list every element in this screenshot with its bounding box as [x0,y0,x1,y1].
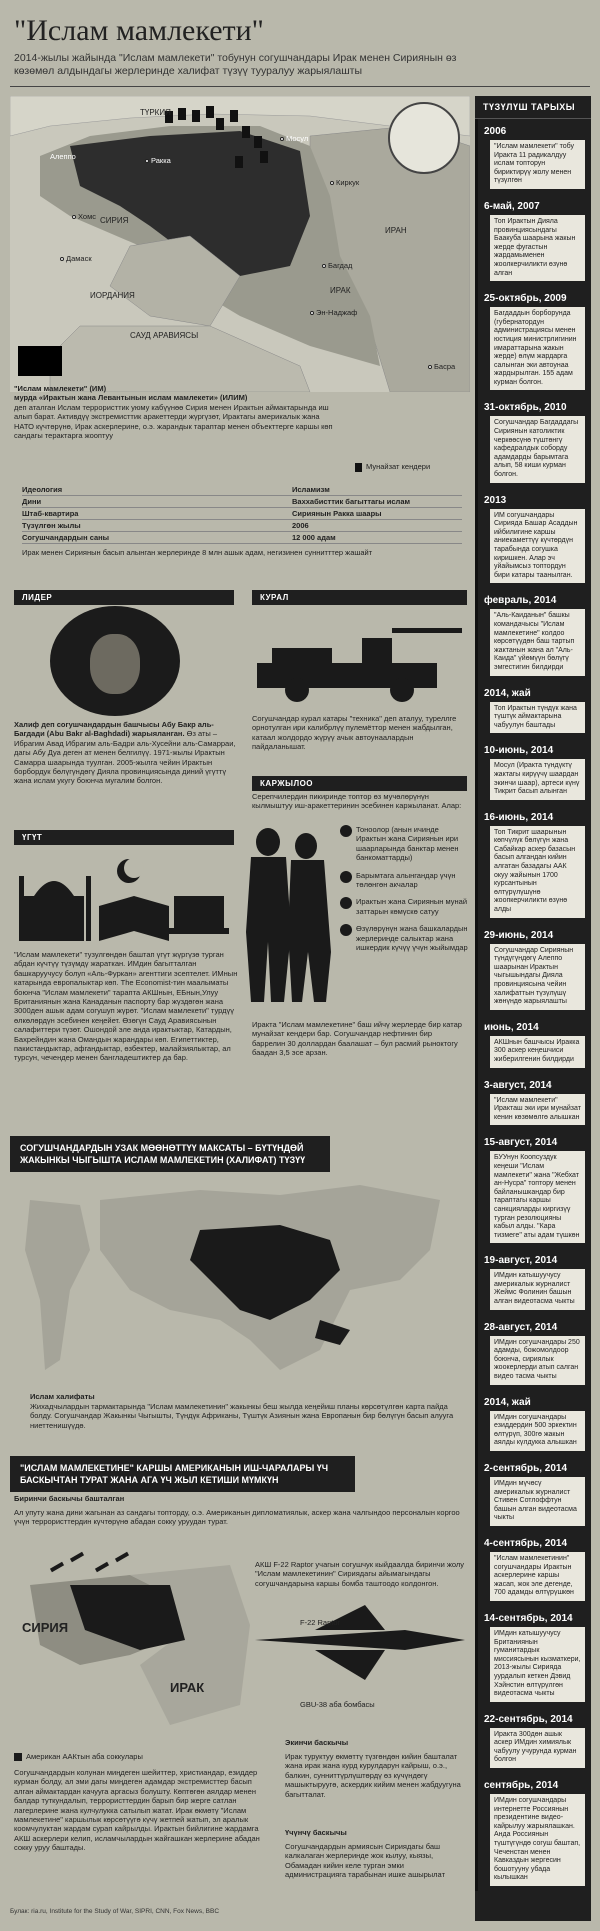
map-city-homs: Хомс [72,212,96,221]
propaganda-icons [14,846,234,946]
list-item: Тоноолор (анын ичинде Ирактын жана Сириянын ири шаарларында банктар менен банкоматтарды) [340,825,468,863]
timeline-item [475,1073,591,1131]
map-city-baghdad: Багдад [322,261,352,270]
timeline-date: 28-август, 2014 [484,1321,558,1333]
timeline-date: 4-сентябрь, 2014 [484,1537,568,1549]
ugut-label: ҮГҮТ [14,830,234,845]
timeline-text: ИМдин согушчандары 250 адамды, божомолдоор боюнча, сириялык жоокерлерди атып салган видео тасма чыкты [490,1336,585,1385]
stage2-text: Ирак туруктуу өкмөттү түзгөндөн кийин башталат жана ирак жана курд курулдарун кайрыш, о.э., балкин, сунниттүрлүштөрдү өз күчүндөгү машыктыруугө, аскердик кийим менен жабдуугуна багытталат. [285,1752,461,1799]
caliphate-caption-text: Жихадчылардын тармактарында "Ислам мамлекетинин" жакынкы беш жылда кеңейиш планы көрсөтүлгөн карта пайда болду. Согушчандар Жакынкы Чыгышты, Түндүк Африканы, Түштүк Азиянын жана Европанын бир бөлүгүн басып алууга ниеттенишүүдө. [30,1402,454,1430]
fact-row: Идеология Исламизм [22,484,462,496]
stage2-title: Экинчи баскычы [285,1738,349,1747]
timeline-item [475,738,591,804]
stage3-title: Үчүнчү баскычы [285,1828,347,1837]
tax-icon [340,924,352,936]
world-map [20,1170,460,1390]
timeline-item [475,194,591,286]
timeline-date: 2014, жай [484,1396,531,1408]
timeline-date: февраль, 2014 [484,595,557,607]
airstrike-icon [14,1753,22,1761]
map-city-aleppo: Алеппо [50,152,76,161]
map-country-jordan: ИОРДАНИЯ [90,291,135,300]
timeline-text: Согушчандар Багдаддагы Сириянын католиктик черкөөсүнө түштөнгү кафедралдык соборду адамдарды барымтага алып, 58 киши курман болгон. [490,416,585,482]
timeline-item [475,119,591,194]
f22-text: АКШ F-22 Raptor учагын согушчук кыйдаалда биринчи жолу "Ислам мамлекетинин" Сириядагы айымагындагы согушчандарына каршы бомба таштоодо колдонгон. [255,1560,465,1588]
timeline-date: июнь, 2014 [484,1021,539,1033]
timeline-item [475,1707,591,1773]
timeline-item [475,1456,591,1531]
timeline-text: БУУнун Коопсуздук кеңеши "Ислам мамлекети" жана "Жебхат ан-Нусра" топтору менен байланышкандар бир тараптагы каршы санкцияларды киргизүү турган резолюцияны кабыл алды. "Кара тизмеге" аты адам түшкөн [490,1151,585,1243]
fact-row: Согушчандардын саны 12 000 адам [22,532,462,544]
leader-portrait [50,606,180,716]
f22-label: F-22 Raptor [300,1618,341,1627]
timeline-date: 2013 [484,494,507,506]
timeline-text: Топ Ирактын Дияла провинциясындагы Баакуба шаарына жакын жерде фугастын жардамыменен жоолкерчиликти өзүнө алган [490,215,585,281]
list-item: Ирактын жана Сириянын мунай заттарын көмүскө сатуу [340,897,468,916]
timeline-item [475,681,591,739]
stage3-text: Согушчандардын армиясын Сириядагы баш калкалаган жерлеринде жок кылуу, кыязы, Обамадан кийин келе турган эмки администрацияга тарабынан ишке ашырылат [285,1842,445,1880]
timeline [475,96,591,1921]
stage1-text: Ал упуту жана дини жагынан аз сандагы топторду, о.э. Американын дипломатиялык, аскер жана чалгындоо персоналын коргоо үчүн террористтердин күчтөрүнө абадан сокку уруудан турат. [14,1508,460,1527]
map-country-iran: ИРАН [385,226,407,235]
map-city-najaf: Эн-Наджаф [310,308,357,317]
funding-intro: Серепчилердин пикиринде топтор өз мучөлөрүнүн кылмыштуу иш-аракеттеринин эсебинен каржыланат. Алар: [252,792,462,811]
map-city-damascus: Дамаск [60,254,92,263]
timeline-date: 14-сентябрь, 2014 [484,1612,573,1624]
ugut-text: "Ислам мамлекети" тузулгөндөн баштап үгүт жүргүзө турган абдан күчтүү түзүмдү жараткан. ИМдин багытталган башкаруучусу болуп «Аль-Фуркан» агенттиги эсептелет. ИМнын катарында европалыктар көп. The Economist-тин маалыматы боюнча "Ислам мамлекети" тарапта АКШнын, ЕБнын,Улуу Британиянын жана Канаданын паспорту бар жүздөгөн жана 3000ден ашык адам согушуп жүрөт. "Ислам мамлекети" турдүү өлкөлөрдүн эсебинен кеңейет. Өзөгүн Сауд Аравиясынын салафиттери түзөт. Ошондой эле анда ирактыктар, Катардын, Бахрейндин жана Омандын жарандары көп. Египеттиктер, пакистандыктар, афгандыктар, өзбектер, малайзиялыктар, ал турсун, чечендер менен бангладештиктер да бар. [14,950,238,1063]
map-city-raqqa: Ракка [145,156,171,165]
page-subtitle: 2014-жылы жайында "Ислам мамлекети" тобунун согушчандары Ирак менен Сириянын өз көзөмөл алдындагы жерлеринде халифат түзүү тууралуу жарыялашты [14,52,457,77]
timeline-date: 22-сентябрь, 2014 [484,1713,573,1725]
caliphate-caption-title: Ислам халифаты [30,1392,95,1401]
map-country-saudi: САУД АРАВИЯСЫ [130,331,199,340]
timeline-date: 2006 [484,126,507,137]
timeline-item [475,1606,591,1707]
legend-oil: Мунайзат кендери [355,462,430,472]
leader-label: ЛИДЕР [14,590,234,605]
timeline-head: ТҮЗҮЛҮШ ТАРЫХЫ [475,96,591,119]
timeline-text: ИМдин согушчандары езиддердин 500 эркектин өлтүрүп, 300гө жакын аялды күлдукка алышкан [490,1411,585,1451]
timeline-text: АКШнын башчысы Иракка 300 аскер кеңешчиси жиберилгенин билдирди [490,1036,585,1068]
fact-row: Штаб-квартира Сириянын Ракка шаары [22,508,462,520]
timeline-text: Топ Тикрит шаарынын көпчүлүк бөлүгүн жана Сабайкар аскер базасын басып алгандан кийин алгатан базадагы ААК окуу жайынын 1700 курсантынын өлтүрүлүшүнө жоопкерчиликти өзүнө алды [490,826,585,918]
timeline-text: ИМдин катышуучусу америкалык журналист Жеймс Фолинин башын алган видеотасма чыкты [490,1269,585,1309]
map-country-syria: СИРИЯ [100,216,129,225]
map-city-mosul: Мосул [280,134,308,143]
map-country-iraq: ИРАК [330,286,351,295]
timeline-list [475,119,591,1891]
weapon-label: КУРАЛ [252,590,467,605]
list-item: Өзүлөрүнүн жана башкалардын жерлеринде салыктар жана ишкердик күчүү үчүн жыйымдар [340,924,468,952]
technical-truck-icon [252,608,467,708]
fact-row: Түзүлгөн жылы 2006 [22,520,462,532]
strike-map-syria: СИРИЯ [22,1620,69,1635]
timeline-date: 16-июнь, 2014 [484,811,554,823]
timeline-item [475,1773,591,1891]
timeline-text: Согушчандар Сириянын түндүгүндөгү Алеппо шаарынан Ирактын чыгышындагы Дияла провинциясына чейин халифаттын түзүлүшү жөнүндө жарыялашты [490,944,585,1010]
list-item: Барымтага алынгандар үчүн төлөнгөн акчалар [340,871,468,890]
globe-icon [388,102,460,174]
timeline-date: 31-октябрь, 2010 [484,402,567,414]
timeline-text: Багдаддын борборунда (губернатордун администрациясы менен юстиция министрлигинин имараттарына жакын жерде) өлүм жардарга салынган эки автоунаа жардырылган. 155 адам курман болгон. [490,307,585,390]
stage1-title: Биринчи баскычы башталган [14,1494,125,1503]
timeline-date: сентябрь, 2014 [484,1780,559,1792]
timeline-item [475,286,591,395]
timeline-date: 29-июнь, 2014 [484,929,554,941]
facts-note: Ирак менен Сириянын басып алынган жерлеринде 8 млн ашык адам, негизинен суннитттер жашайт [22,548,373,557]
fact-row: Дини Ваххабисттик багыттагы ислам [22,496,462,508]
timeline-item [475,488,591,589]
timeline-date: 10-июнь, 2014 [484,745,554,757]
timeline-item [475,395,591,487]
timeline-text: ИМдин согушчандары интернетте Россиянын президентине видео-кайрылуу жарыялашкан. Анда Россиянын түштүгүндө согуш баштап, Чеченстан менен Кавказдын жергесин бошотууну убада кылышкан [490,1794,585,1886]
map-caption-text: деп аталган Ислам террористтик уюму кабүүнөө Сирия менен Ирактын аймактарында иш алып барат. Активдүү экстремисттик аракеттерди жүргүзөт, Ирактагы америкалык жана НАТО күчтөрүнө, Ирак аскерлерине, о.э. жарандык тараптар менен объекттерге каршы көп сандагы терактарга жооптуу [14,402,333,441]
map-caption [14,384,334,440]
weapon-text: Согушчандар курал катары "техника" деп аталуу, туреллге орнотулган ири калибрлүү пулемёттор менен жабдылган, катаал жолдордо жүрүү ачык автоунаалардын пайдаланышат. [252,714,457,752]
timeline-text: "Ислам мамлекети" тобу Иракта 11 радикалдуу ислам топторун бириктирүү жолу менен түзүлгөн [490,140,585,189]
timeline-item [475,588,591,680]
ransom-icon [340,871,352,883]
gbu-label: GBU-38 аба бомбасы [300,1700,375,1709]
oil-field-icon [355,463,362,472]
header-divider [10,86,590,87]
timeline-date: 25-октябрь, 2009 [484,293,567,305]
usa-left-text: Согушчандардын колунан миңдеген шейиттер, христиандар, езиддер курман болду, ал эми дагы миңдеген адамдар экстремисттер басып алган аймактардан качууга аргасыз болушту. Көптөгөн аялдар менен балдар туткундалып, террористтердин барып бир жерге сатлан лагерлерине жана кулчулукка сатылып жатат. Ирак өкмөтү "Ислам мамлекетине" каршылык көрсөтүүгө күчү жетпей жатып, эл аралык коомчулуктан жардам сурап кайрылды. Ирактын бийлигине жардамга АКШ аскерлери келип, исламчылардын жайгашкан жерлерине абадан сокку уруу баштады. [14,1768,260,1853]
timeline-item [475,1531,591,1606]
timeline-date: 3-август, 2014 [484,1079,552,1091]
timeline-text: "Ислам мамлекети" Иракташ эки ири мунайзат кенин көзөмөлгө алышкан [490,1094,585,1126]
map-caption-sub: мурда «Ирактын жана Левантынын ислам мамлекети» (ИЛИМ) [14,393,248,403]
map-country-turkey: ТҮРКИЯ [140,108,171,117]
caliphate-banner: СОГУШЧАНДАРДЫН УЗАК МӨӨНӨТТҮҮ МАКСАТЫ – БҮТҮНДӨЙ ЖАКЫНКЫ ЧЫГЫШТА ИСЛАМ МАМЛЕКЕТИН (ХАЛИФАТ) ТҮЗҮҮ [10,1136,330,1172]
timeline-date: 19-август, 2014 [484,1255,558,1267]
timeline-item [475,1248,591,1314]
timeline-item [475,1315,591,1390]
timeline-text: "Аль-Каиданын" башкы командачысы "Ислам мамлекетине" колдоо көрсөтүүдөн баш тартып жактанын жана ал "Аль-Каида" үйөмүүн бөлүгү эмгестигин билдирди [490,609,585,675]
fighters-silhouette [236,822,336,1012]
legend-strikes: Американ ААКтын аба соккулары [14,1752,143,1761]
timeline-text: Мосул (Иракта түндүктү жактагы кирүүчү шаардан экинчи шаар), артеси күнү Тикрит басып алынган [490,759,585,799]
source-note: Булак: ria.ru, Institute for the Study of War, SIPRI, CNN, Fox News, BBC [10,1908,220,1915]
oil-icon [340,897,352,909]
timeline-item [475,1390,591,1456]
timeline-item [475,923,591,1015]
isis-flag-icon [18,346,62,376]
timeline-item [475,1130,591,1248]
usa-banner: "ИСЛАМ МАМЛЕКЕТИНЕ" КАРШЫ АМЕРИКАНЫН ИШ-ЧАРАЛАРЫ ҮЧ БАСКЫЧТАН ТУРАТ ЖАНА АГА ҮЧ ЖЫЛ КЕТИШИ МҮМКҮН [10,1456,355,1492]
funding-list [340,825,468,960]
timeline-text: Иракта 300дөн ашык аскер ИМдин химиялык чабуулу учурунда курман болгон [490,1728,585,1768]
f22-jet-icon [255,1600,465,1690]
timeline-item [475,1015,591,1073]
map-city-basra: Басра [428,362,455,371]
timeline-item [475,805,591,923]
page-title: "Ислам мамлекети" [14,14,264,47]
timeline-date: 2014, жай [484,687,531,699]
timeline-text: ИМ согушчандары Сирияда Башар Асаддын ийбилигине каршы аниекаметтүү күчтөрдүн тарабында согушка киришкен. Алар эч уйайымсыз топтордун бири катары таанылган. [490,509,585,584]
robbery-icon [340,825,352,837]
strike-map [10,1545,260,1745]
map-caption-title: "Ислам мамлекети" (ИМ) [14,384,107,393]
timeline-text: "Ислам мамлекетинин" согушчандары Ирактын аскерлерине каршы жасап, жок эле дегенде, 700 адамды өлтүрүшкөн [490,1552,585,1601]
timeline-date: 6-май, 2007 [484,200,540,212]
funding-bottom: Иракта "Ислам мамлекетине" баш ийчү жерлерде бир катар мунайзат кендери бар. Согушчандар нефтинин бир баррелин 30 доллардан баалашат – бул расмий рыноктогу баадан 3,5 эсе арзан. [252,1020,462,1058]
funding-label: КАРЖЫЛОО [252,776,467,791]
timeline-text: ИМдин катышуучусу Британиянын гуманитардык миссиясынын кызматкери, 2013-жылы Сирияда уурдалып кеткен Дэвид Хэйнстин өлтүрүлгөн видеотасма чыкты [490,1627,585,1702]
facts-table [22,484,462,544]
map-city-kirkuk: Киркук [330,178,359,187]
timeline-date: 15-август, 2014 [484,1137,558,1149]
strike-map-iraq: ИРАК [170,1680,205,1695]
timeline-date: 2-сентябрь, 2014 [484,1463,568,1474]
region-map [10,96,470,392]
timeline-text: Топ Ирактын түндүк жана түштүк аймактарына чабуулун баштады [490,702,585,734]
leader-text: Халиф деп согушчандардын башчысы Абу Бакр аль-Багдади (Abu Bakr al-Baghdadi) жарыяланган. Өз аты – Ибрагим Авад Ибрагим аль-Бадри аль-Хусейни аль-Самарраи, дагы Абу Дуа деген ат менен белгилүү. 1971-жылы Ирактын Самарра шаарында туулган. 2005-жылга чейин Ирактын борбордук бөлүгүндөгү Дияла провинциясында диний үгүттү жана ислам укугу боюнча мугалим болгон. [14,720,236,786]
timeline-text: ИМдин мүчөсү америкалык журналист Стивен Сотлоффтун башын алган видеотасма чыкты [490,1477,585,1526]
